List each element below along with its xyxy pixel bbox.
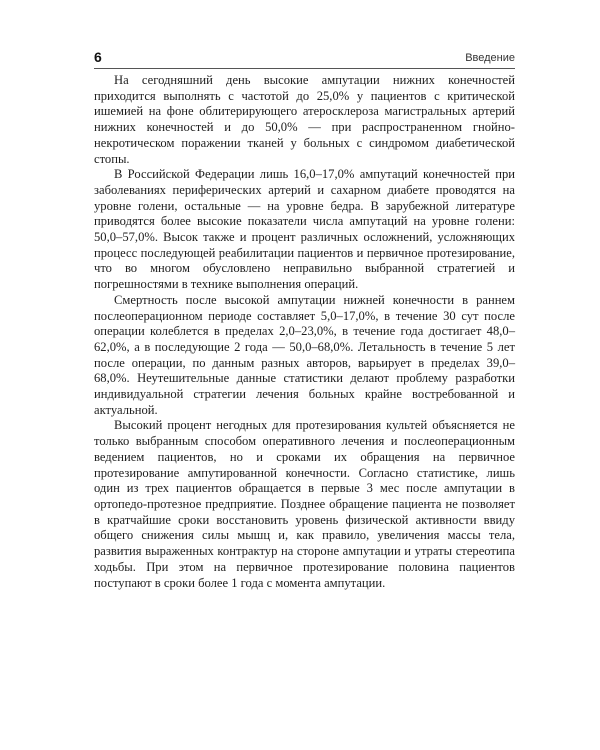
paragraph-amputation-frequency: На сегодняшний день высокие ампутации нижних конечностей приходится выполнять с частотой до 25,0% у пациентов с критической ишемией на фоне облитерирующего атеросклероза магистральных артерий нижних конечностей и до 50,0% — при распространенном гнойно-некротическом поражении тканей у больных с синдромом диабетической стопы. xyxy=(94,73,515,166)
paragraph-russian-statistics: В Российской Федерации лишь 16,0–17,0% ампутаций конечностей при заболеваниях периферических артерий и сахарном диабете проводятся на уровне голени, остальные — на уровне бедра. В зарубежной литературе приводятся более высокие показатели числа ампутаций на уровне голени: 50,0–57,0%. Высок также и процент различных осложнений, усложняющих процесс последующей реабилитации пациентов и первичное протезирование, что во многом обусловлено неправильно выбранной стратегией и погрешностями в технике выполнения операций. xyxy=(94,167,515,292)
page-number: 6 xyxy=(94,49,102,65)
paragraph-prosthetics-timing: Высокий процент негодных для протезирования культей объясняется не только выбранным способом оперативного лечения и послеоперационным ведением пациентов, но и сроками их обращения на первичное протезирование ампутированной конечности. Согласно статистике, лишь один из трех пациентов обращается в первые 3 мес после ампутации в ортопедо-протезное предприятие. Позднее обращение пациента не позволяет в кратчайшие сроки восстановить уровень физической активности ввиду общего снижения силы мышц и, как правило, увеличения массы тела, развития выраженных контрактур на стороне ампутации и утраты стереотипа ходьбы. При этом на первичное протезирование половина пациентов поступают в сроки более 1 года с момента ампутации. xyxy=(94,418,515,590)
running-header xyxy=(94,50,515,69)
section-title: Введение xyxy=(465,52,515,64)
body-text xyxy=(94,73,515,591)
paragraph-mortality: Смертность после высокой ампутации нижней конечности в раннем послеоперационном периоде составляет 5,0–17,0%, в течение 30 сут после операции колеблется в пределах 2,0–23,0%, в течение года достигает 48,0–62,0%, а в последующие 2 года — 50,0–68,0%. Летальность в течение 5 лет после операции, по данным разных авторов, варьирует в пределах 39,0–68,0%. Неутешительные данные статистики делают проблему разработки индивидуальной стратегии лечения больных крайне востребованной и актуальной. xyxy=(94,292,515,417)
